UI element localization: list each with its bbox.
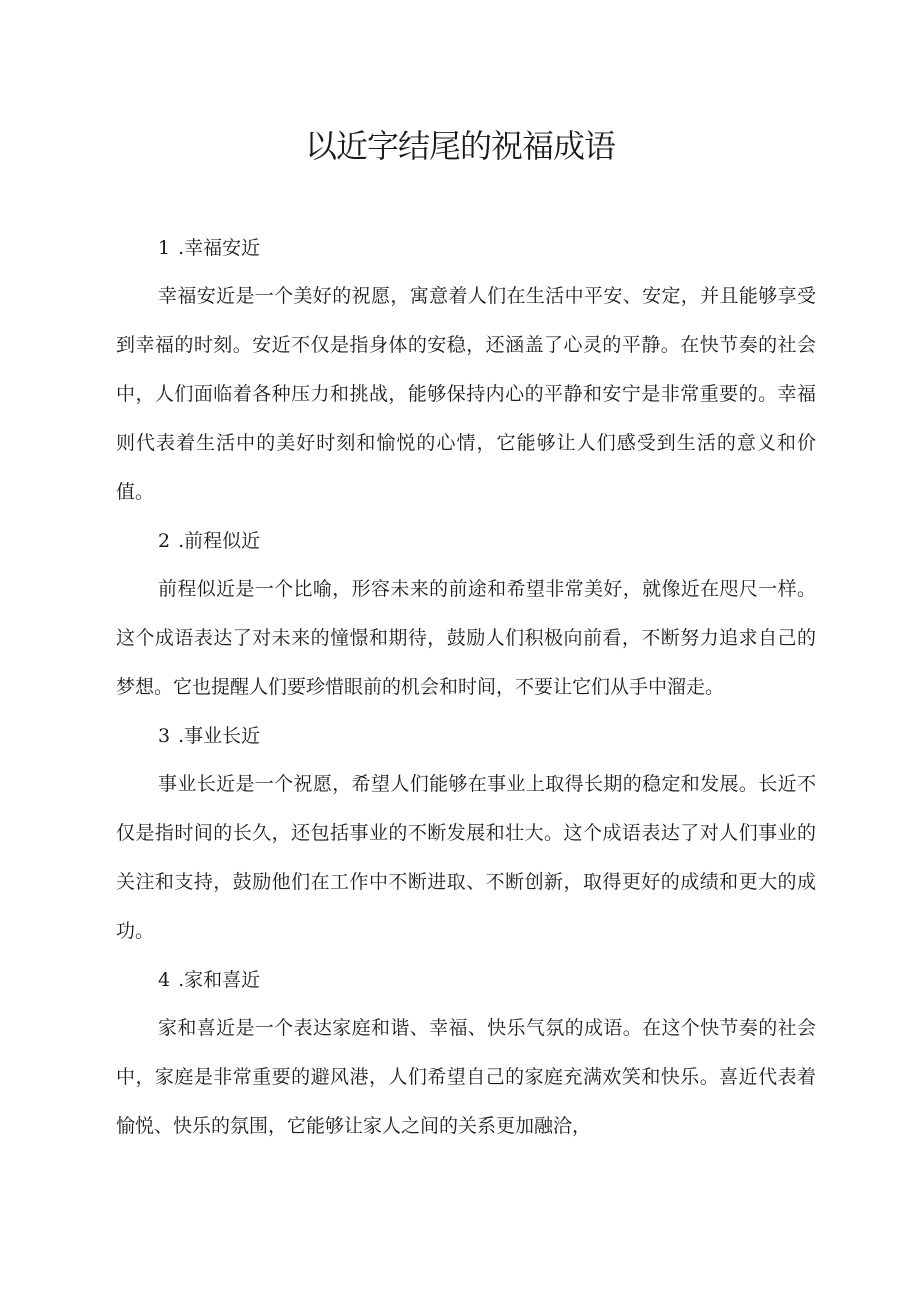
page-title: 以近字结尾的祝福成语 xyxy=(304,127,615,165)
section-heading-3 xyxy=(116,712,816,760)
section-number-1: 1 xyxy=(158,237,171,259)
section-paragraph-3: 事业长近是一个祝愿，希望人们能够在事业上取得长期的稳定和发展。长近不仅是指时间的长久，还包括事业的不断发展和壮大。这个成语表达了对人们事业的关注和支持，鼓励他们在工作中不断进取、不断创新，取得更好的成绩和更大的成功。 xyxy=(116,773,816,942)
section-heading-1 xyxy=(116,224,816,272)
document-body xyxy=(116,224,816,1151)
section-paragraph-4: 家和喜近是一个表达家庭和谐、幸福、快乐气氛的成语。在这个快节奏的社会中，家庭是非常重要的避风港，人们希望自己的家庭充满欢笑和快乐。喜近代表着愉悦、快乐的氛围，它能够让家人之间的关系更加融洽， xyxy=(116,1017,816,1137)
section-title-4: .家和喜近 xyxy=(178,969,261,991)
section-title-1: .幸福安近 xyxy=(178,237,261,259)
section-number-4: 4 xyxy=(158,969,171,991)
section-heading-4 xyxy=(116,956,816,1004)
section-number-2: 2 xyxy=(158,530,171,552)
section-paragraph-1: 幸福安近是一个美好的祝愿，寓意着人们在生活中平安、安定，并且能够享受到幸福的时刻。安近不仅是指身体的安稳，还涵盖了心灵的平静。在快节奏的社会中，人们面临着各种压力和挑战，能够保持内心的平静和安宁是非常重要的。幸福则代表着生活中的美好时刻和愉悦的心情，它能够让人们感受到生活的意义和价值。 xyxy=(116,285,816,503)
section-title-2: .前程似近 xyxy=(178,530,261,552)
section-paragraph-2: 前程似近是一个比喻，形容未来的前途和希望非常美好，就像近在咫尺一样。这个成语表达了对未来的憧憬和期待，鼓励人们积极向前看，不断努力追求自己的梦想。它也提醒人们要珍惜眼前的机会和时间，不要让它们从手中溜走。 xyxy=(116,578,816,698)
section-heading-2 xyxy=(116,517,816,565)
section-number-3: 3 xyxy=(158,725,171,747)
section-title-3: .事业长近 xyxy=(178,725,261,747)
